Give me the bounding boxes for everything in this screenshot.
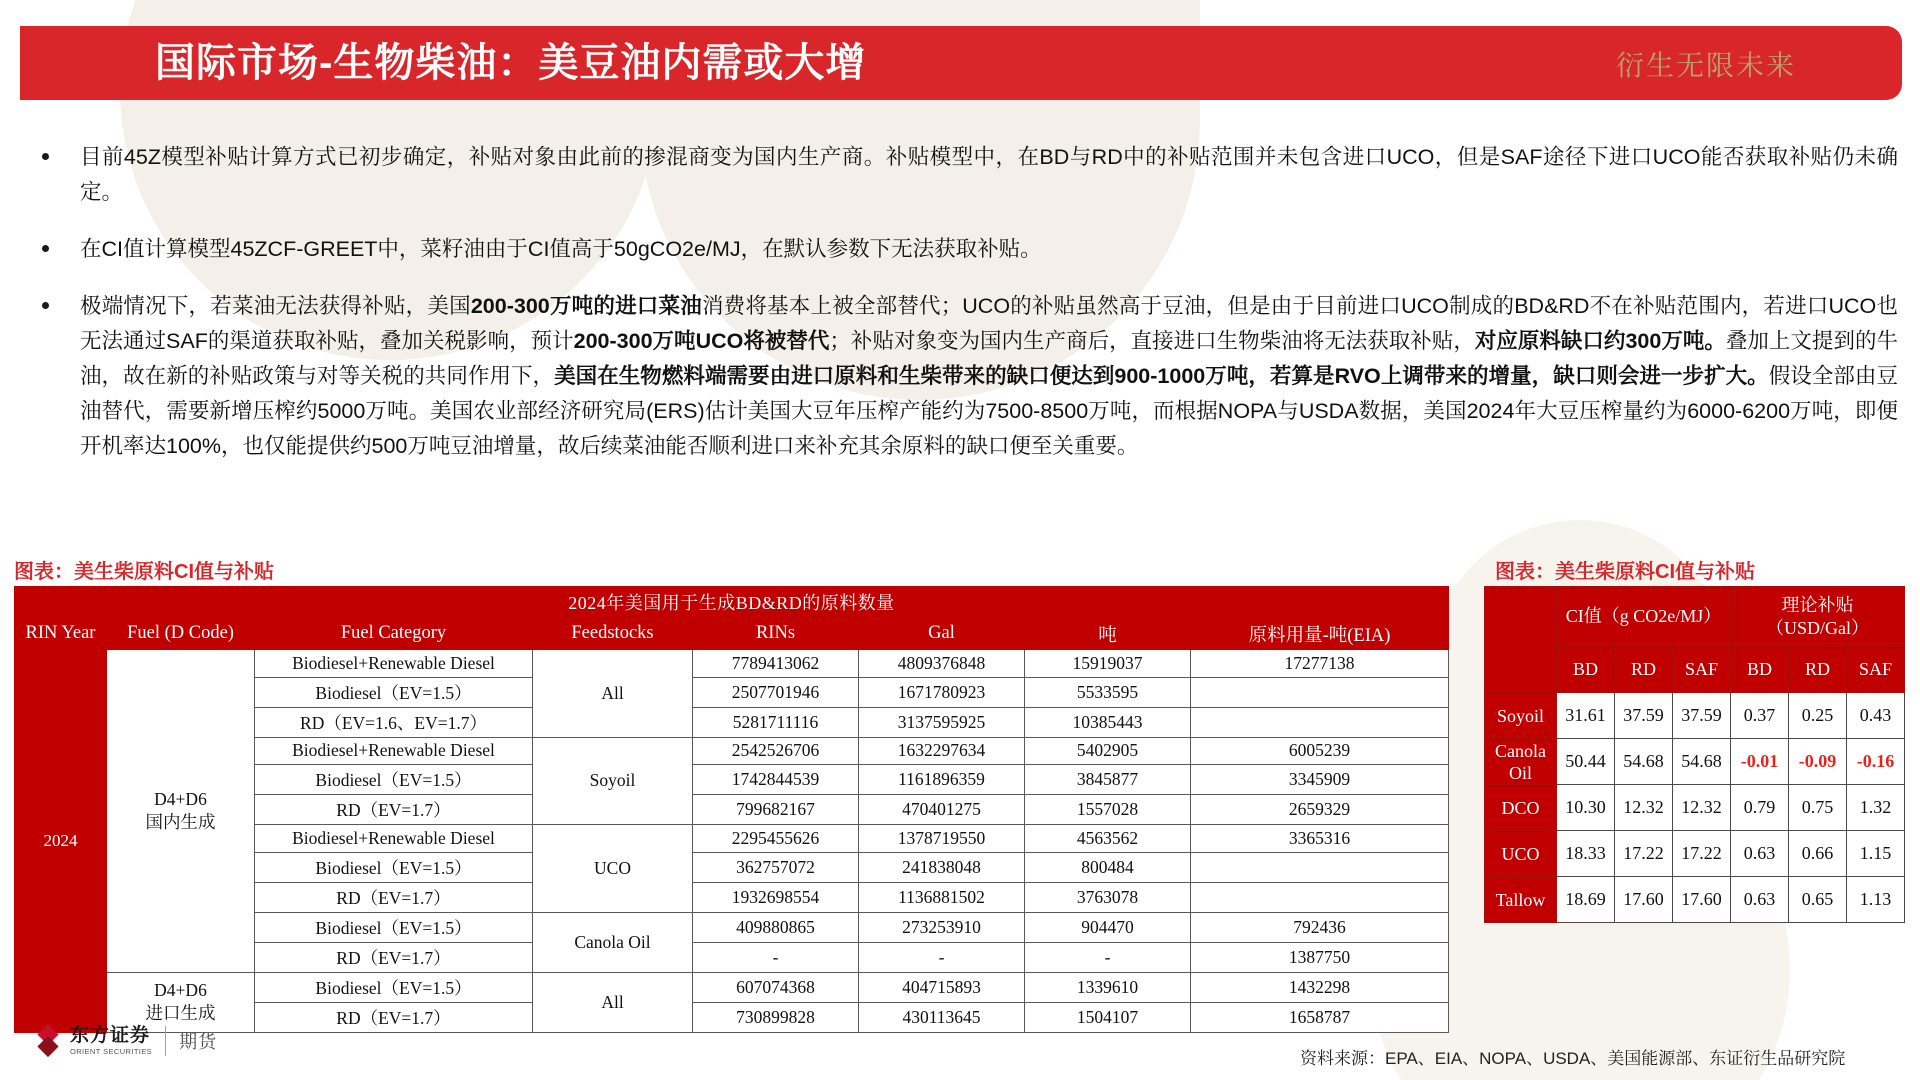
bullet-list (22, 140, 1898, 486)
bullet-span: 假设全部由豆油替代，需要新增压榨约5000万吨。美国农业部经济研究局(ERS)估计美国大豆年压榨产能约为7500-8500万吨，而根据NOPA与USDA数据，美国2024年大豆压榨量约为6000-6200万吨，即便开机率达100%，也仅能提供约500万吨豆油增量，故后续菜油能否顺利进口来补充其余原料的缺口便至关重要。 (80, 364, 1898, 458)
cell-gal: 1671780923 (859, 677, 1025, 707)
subsidy-rd: 0.75 (1789, 785, 1847, 831)
cell-rins: 730899828 (693, 1002, 859, 1032)
subsidy-saf: 1.32 (1847, 785, 1905, 831)
ci-sub-header: BD (1731, 647, 1789, 693)
cell-rins: 2507701946 (693, 677, 859, 707)
cell-fuel-category: Biodiesel（EV=1.5） (255, 852, 533, 882)
bullet-emphasis: 200-300万吨UCO将被替代 (573, 329, 830, 353)
column-header: 吨 (1025, 618, 1191, 650)
cell-fuel-category: Biodiesel（EV=1.5） (255, 912, 533, 942)
bullet-dot-icon (42, 153, 49, 160)
ci-sub-header: RD (1789, 647, 1847, 693)
subsidy-saf: 1.15 (1847, 831, 1905, 877)
source-note: 资料来源：EPA、EIA、NOPA、USDA、美国能源部、东证衍生品研究院 (1300, 1049, 1846, 1068)
ci-value-bd: 10.30 (1557, 785, 1615, 831)
bullet-text (80, 140, 1898, 210)
cell-eia: 1387750 (1191, 942, 1449, 972)
subsidy-bd: -0.01 (1731, 739, 1789, 785)
logo-name-en: ORIENT SECURITIES (70, 1047, 153, 1057)
cell-rins: 7789413062 (693, 650, 859, 678)
cell-ton: 3763078 (1025, 882, 1191, 912)
cell-eia (1191, 882, 1449, 912)
cell-rins: 5281711116 (693, 707, 859, 737)
cell-rin-year: 2024 (15, 650, 107, 1033)
right-chart-caption: 图表：美生柴原料CI值与补贴 (1495, 561, 1755, 583)
bullet-span: 目前45Z模型补贴计算方式已初步确定，补贴对象由此前的掺混商变为国内生产商。补贴模型中，在BD与RD中的补贴范围并未包含进口UCO，但是SAF途径下进口UCO能否获取补贴仍未确定。 (80, 145, 1898, 204)
cell-rins: 607074368 (693, 972, 859, 1002)
cell-ton: 800484 (1025, 852, 1191, 882)
ci-table-body (1485, 693, 1905, 923)
cell-eia: 1432298 (1191, 972, 1449, 1002)
cell-d-code: D4+D6 国内生成 (107, 650, 255, 973)
cell-ton: 5402905 (1025, 737, 1191, 765)
company-logo (32, 1020, 217, 1062)
column-header: Fuel Category (255, 618, 533, 650)
bullet-text (80, 289, 1898, 464)
cell-eia (1191, 677, 1449, 707)
cell-eia: 792436 (1191, 912, 1449, 942)
bullet-span: 极端情况下，若菜油无法获得补贴，美国 (80, 294, 471, 318)
subsidy-saf: -0.16 (1847, 739, 1905, 785)
cell-feedstock: UCO (533, 825, 693, 913)
column-header: RINs (693, 618, 859, 650)
ci-value-bd: 18.69 (1557, 877, 1615, 923)
list-item (22, 289, 1898, 464)
bullet-emphasis: 200-300万吨的进口菜油 (470, 294, 702, 318)
cell-fuel-category: RD（EV=1.7） (255, 942, 533, 972)
ci-value-bd: 50.44 (1557, 739, 1615, 785)
cell-eia: 2659329 (1191, 795, 1449, 825)
subsidy-saf: 1.13 (1847, 877, 1905, 923)
ci-row-label: Soyoil (1485, 693, 1557, 739)
cell-gal: 404715893 (859, 972, 1025, 1002)
cell-gal: 1378719550 (859, 825, 1025, 853)
cell-gal: 430113645 (859, 1002, 1025, 1032)
cell-ton: 1339610 (1025, 972, 1191, 1002)
cell-fuel-category: Biodiesel（EV=1.5） (255, 972, 533, 1002)
cell-feedstock: Canola Oil (533, 912, 693, 972)
cell-gal: 470401275 (859, 795, 1025, 825)
ci-row-label: UCO (1485, 831, 1557, 877)
cell-eia: 17277138 (1191, 650, 1449, 678)
cell-rins: - (693, 942, 859, 972)
ci-table-row (1485, 831, 1905, 877)
cell-fuel-category: RD（EV=1.7） (255, 882, 533, 912)
ci-sub-header: SAF (1847, 647, 1905, 693)
cell-ton: 1557028 (1025, 795, 1191, 825)
ci-value-saf: 17.22 (1673, 831, 1731, 877)
cell-ton: 10385443 (1025, 707, 1191, 737)
table-row (15, 650, 1449, 678)
cell-ton: 4563562 (1025, 825, 1191, 853)
diamond-logo-icon (32, 1024, 64, 1058)
cell-rins: 799682167 (693, 795, 859, 825)
feedstock-table (14, 586, 1449, 1033)
subsidy-rd: 0.65 (1789, 877, 1847, 923)
list-item (22, 140, 1898, 210)
cell-fuel-category: Biodiesel+Renewable Diesel (255, 737, 533, 765)
ci-value-saf: 12.32 (1673, 785, 1731, 831)
logo-divider (165, 1026, 166, 1056)
brand-tagline: 衍生无限未来 (1616, 50, 1797, 81)
cell-fuel-category: RD（EV=1.7） (255, 1002, 533, 1032)
cell-fuel-category: RD（EV=1.6、EV=1.7） (255, 707, 533, 737)
column-header: Fuel (D Code) (107, 618, 255, 650)
ci-table-row (1485, 877, 1905, 923)
ci-value-bd: 31.61 (1557, 693, 1615, 739)
ci-group-header-ci: CI值（g CO2e/MJ） (1557, 587, 1731, 647)
cell-d-code: D4+D6 进口生成 (107, 972, 255, 1032)
ci-sub-header: BD (1557, 647, 1615, 693)
subsidy-rd: 0.66 (1789, 831, 1847, 877)
cell-rins: 1932698554 (693, 882, 859, 912)
column-header: RIN Year (15, 618, 107, 650)
cell-gal: 1161896359 (859, 765, 1025, 795)
bullet-span: ；补贴对象变为国内生产商后，直接进口生物柴油将无法获取补贴， (829, 329, 1475, 353)
cell-eia (1191, 707, 1449, 737)
cell-gal: 1632297634 (859, 737, 1025, 765)
subsidy-rd: 0.25 (1789, 693, 1847, 739)
ci-table-head (1485, 587, 1905, 693)
cell-ton: 3845877 (1025, 765, 1191, 795)
table-head (15, 587, 1449, 650)
cell-fuel-category: Biodiesel+Renewable Diesel (255, 650, 533, 678)
cell-rins: 2295455626 (693, 825, 859, 853)
cell-ton: 15919037 (1025, 650, 1191, 678)
bullet-span: 叠加上文提到的牛油，故在新的补贴政策与对等关税的共同作用下， (80, 329, 1898, 388)
cell-gal: 4809376848 (859, 650, 1025, 678)
cell-gal: 3137595925 (859, 707, 1025, 737)
ci-value-rd: 17.22 (1615, 831, 1673, 877)
ci-value-rd: 12.32 (1615, 785, 1673, 831)
table-body (15, 650, 1449, 1033)
logo-text (70, 1026, 152, 1056)
cell-feedstock: Soyoil (533, 737, 693, 825)
feedstock-table-container (14, 586, 1448, 1033)
cell-eia: 3345909 (1191, 765, 1449, 795)
cell-ton: 5533595 (1025, 677, 1191, 707)
bullet-dot-icon (42, 302, 49, 309)
table-row (15, 972, 1449, 1002)
bullet-text (80, 232, 1898, 267)
cell-gal: 273253910 (859, 912, 1025, 942)
ci-value-rd: 17.60 (1615, 877, 1673, 923)
ci-value-rd: 54.68 (1615, 739, 1673, 785)
subsidy-bd: 0.37 (1731, 693, 1789, 739)
column-header: Gal (859, 618, 1025, 650)
ci-value-rd: 37.59 (1615, 693, 1673, 739)
cell-gal: 241838048 (859, 852, 1025, 882)
ci-row-label: Canola Oil (1485, 739, 1557, 785)
bullet-emphasis: 美国在生物燃料端需要由进口原料和生柴带来的缺口便达到900-1000万吨，若算是RVO上调带来的增量，缺口则会进一步扩大。 (554, 364, 1769, 388)
ci-row-label: DCO (1485, 785, 1557, 831)
subsidy-bd: 0.79 (1731, 785, 1789, 831)
cell-feedstock: All (533, 650, 693, 738)
logo-subtitle: 期货 (179, 1032, 218, 1052)
cell-fuel-category: Biodiesel（EV=1.5） (255, 677, 533, 707)
cell-eia: 6005239 (1191, 737, 1449, 765)
table-title: 2024年美国用于生成BD&RD的原料数量 (15, 587, 1449, 618)
cell-fuel-category: Biodiesel+Renewable Diesel (255, 825, 533, 853)
bullet-dot-icon (42, 245, 49, 252)
ci-table-row (1485, 785, 1905, 831)
cell-fuel-category: RD（EV=1.7） (255, 795, 533, 825)
ci-sub-header: SAF (1673, 647, 1731, 693)
ci-value-saf: 54.68 (1673, 739, 1731, 785)
ci-sub-header: RD (1615, 647, 1673, 693)
cell-eia: 1658787 (1191, 1002, 1449, 1032)
ci-value-bd: 18.33 (1557, 831, 1615, 877)
cell-gal: 1136881502 (859, 882, 1025, 912)
subsidy-bd: 0.63 (1731, 831, 1789, 877)
cell-rins: 1742844539 (693, 765, 859, 795)
table-column-header-row (15, 618, 1449, 650)
bullet-span: 在CI值计算模型45ZCF-GREET中，菜籽油由于CI值高于50gCO2e/MJ，在默认参数下无法获取补贴。 (80, 237, 1042, 261)
cell-eia: 3365316 (1191, 825, 1449, 853)
ci-subsidy-table (1484, 586, 1905, 923)
cell-ton: 1504107 (1025, 1002, 1191, 1032)
bullet-span: 消费将基本上被全部替代；UCO的补贴虽然高于豆油，但是由于目前进口UCO制成的BD&RD不在补贴范围内，若进口UCO也无法通过SAF的渠道获取补贴，叠加关税影响，预计 (80, 294, 1898, 353)
cell-ton: - (1025, 942, 1191, 972)
column-header: 原料用量-吨(EIA) (1191, 618, 1449, 650)
ci-group-header-subsidy: 理论补贴 （USD/Gal） (1731, 587, 1905, 647)
cell-gal: - (859, 942, 1025, 972)
cell-fuel-category: Biodiesel（EV=1.5） (255, 765, 533, 795)
ci-table-row (1485, 739, 1905, 785)
cell-ton: 904470 (1025, 912, 1191, 942)
cell-rins: 362757072 (693, 852, 859, 882)
ci-value-saf: 17.60 (1673, 877, 1731, 923)
cell-feedstock: All (533, 972, 693, 1032)
subsidy-rd: -0.09 (1789, 739, 1847, 785)
bullet-emphasis: 对应原料缺口约300万吨。 (1474, 329, 1726, 353)
cell-eia (1191, 852, 1449, 882)
cell-rins: 2542526706 (693, 737, 859, 765)
ci-row-label: Tallow (1485, 877, 1557, 923)
ci-value-saf: 37.59 (1673, 693, 1731, 739)
subsidy-bd: 0.63 (1731, 877, 1789, 923)
ci-group-header-row (1485, 587, 1905, 647)
cell-rins: 409880865 (693, 912, 859, 942)
logo-name-cn: 东方证券 (70, 1025, 151, 1047)
table-supertitle-row (15, 587, 1449, 618)
subsidy-saf: 0.43 (1847, 693, 1905, 739)
list-item (22, 232, 1898, 267)
ci-table-row (1485, 693, 1905, 739)
left-chart-caption: 图表：美生柴原料CI值与补贴 (14, 561, 274, 583)
ci-corner-cell (1485, 587, 1557, 693)
ci-table-container (1484, 586, 1904, 923)
column-header: Feedstocks (533, 618, 693, 650)
page-title: 国际市场-生物柴油：美豆油内需或大增 (155, 41, 867, 85)
